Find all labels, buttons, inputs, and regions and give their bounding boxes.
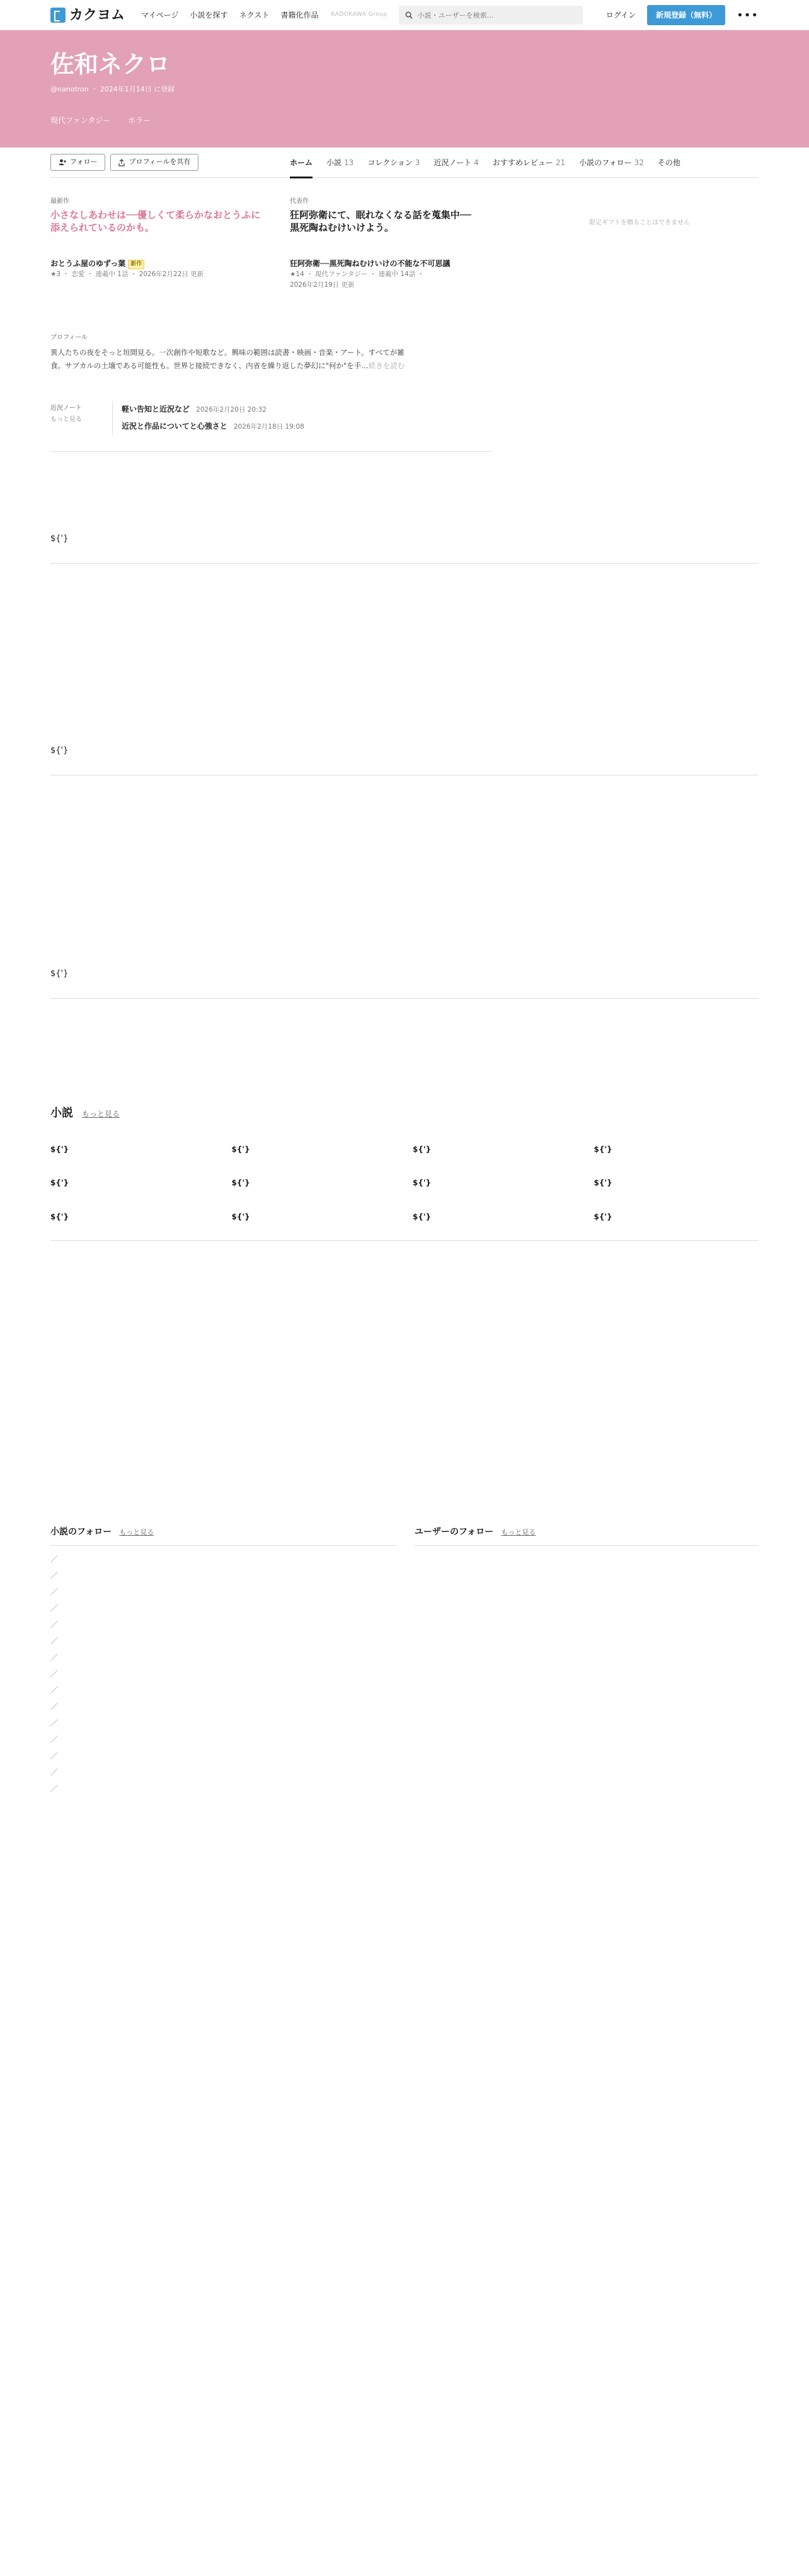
novel-follow-item[interactable]: ／ bbox=[50, 1555, 59, 1564]
latest-subtitle: おとうふ屋のゆずっ葉 bbox=[50, 258, 126, 268]
work-card[interactable]: ${'} bbox=[231, 1178, 250, 1188]
profile-text-line: 食。サブカルの土壌である可能性も。世界と接続できなく、内省を繰り返した夢幻に"何か"を手… bbox=[50, 361, 369, 371]
note-item[interactable] bbox=[122, 418, 304, 435]
novel-follow-item[interactable]: ／ bbox=[50, 1768, 59, 1777]
note-item[interactable] bbox=[122, 401, 304, 418]
work-card[interactable]: ${'} bbox=[413, 1178, 432, 1188]
novel-follow-item[interactable]: ／ bbox=[50, 1719, 59, 1727]
work-card[interactable]: ${'} bbox=[594, 1145, 612, 1154]
novel-follow-item[interactable]: ／ bbox=[50, 1735, 59, 1744]
work-card[interactable]: ${'} bbox=[413, 1212, 432, 1221]
novel-follows bbox=[50, 1526, 397, 1797]
follow-label: フォロー bbox=[70, 158, 98, 166]
profile-tabbar bbox=[50, 148, 759, 178]
share-label: プロフィールを共有 bbox=[129, 158, 191, 166]
work-card[interactable]: ${'} bbox=[50, 1212, 69, 1221]
featured-meta-date: 2026年2月19日 更新 bbox=[290, 281, 355, 289]
tab-count: 3 bbox=[415, 158, 420, 167]
work-card[interactable]: ${'} bbox=[231, 1212, 250, 1221]
profile-caption: プロフィール bbox=[50, 334, 88, 341]
tab-home[interactable] bbox=[290, 148, 313, 178]
logo-icon bbox=[50, 8, 66, 23]
novel-follow-item[interactable]: ／ bbox=[50, 1784, 59, 1793]
novel-follow-item[interactable]: ／ bbox=[50, 1702, 59, 1711]
nav-search-novels[interactable]: 小説を探す bbox=[190, 11, 228, 20]
work-card[interactable]: ${'} bbox=[594, 1178, 612, 1188]
genre-tag[interactable]: ホラー bbox=[128, 116, 151, 125]
tab-label: おすすめレビュー bbox=[492, 158, 553, 167]
novel-follow-list bbox=[50, 1551, 397, 1797]
novel-follows-more[interactable]: もっと見る bbox=[119, 1528, 154, 1536]
profile-text-line: 異人たちの夜をそっと垣間見る。一次創作や短歌など。興味の範囲は読書・映画・音楽・アート。すべてが雑 bbox=[50, 348, 404, 357]
section-card-grid: ${'} bbox=[50, 746, 69, 755]
novel-follow-item[interactable]: ／ bbox=[50, 1571, 59, 1580]
tab-collections[interactable] bbox=[367, 148, 420, 178]
genre-tag[interactable]: 現代ファンタジー bbox=[50, 116, 111, 125]
novel-follow-item[interactable]: ／ bbox=[50, 1653, 59, 1662]
user-genre-tags bbox=[50, 115, 175, 126]
novels-more-link[interactable]: もっと見る bbox=[82, 1110, 120, 1118]
featured-meta: ★14 ・ 現代ファンタジー ・ 連載中 14話 ・ bbox=[290, 270, 425, 278]
tab-label: 近況ノート bbox=[433, 158, 472, 167]
tab-other[interactable] bbox=[658, 148, 680, 178]
follow-button[interactable] bbox=[50, 154, 105, 171]
latest-meta: ★3 ・ 恋愛 ・ 連載中 1話 ・ 2026年2月22日 更新 bbox=[50, 270, 204, 278]
global-nav bbox=[141, 9, 318, 21]
divider bbox=[415, 1545, 759, 1546]
novel-follow-item[interactable]: ／ bbox=[50, 1637, 59, 1645]
featured-subtitle: 狂阿弥衛──黒死陶ねむけいけの不能な不可思議 bbox=[290, 258, 450, 268]
work-card[interactable]: ${'} bbox=[231, 1145, 250, 1154]
work-section bbox=[50, 488, 759, 564]
work-section bbox=[50, 923, 759, 999]
tab-label: その他 bbox=[657, 158, 680, 167]
user-follows-more[interactable]: もっと見る bbox=[501, 1528, 536, 1536]
novels-grid bbox=[50, 1139, 759, 1222]
notes-more-link[interactable]: もっと見る bbox=[50, 416, 82, 423]
follows-section bbox=[50, 1526, 759, 1879]
new-badge: 新作 bbox=[128, 260, 144, 269]
kadokawa-group-label: KADOKAWA Group bbox=[331, 11, 387, 18]
notes-caption: 近況ノート bbox=[50, 405, 82, 412]
signup-button[interactable]: 新規登録（無料） bbox=[647, 5, 725, 25]
nav-mypage[interactable]: マイページ bbox=[141, 11, 179, 20]
note-date: 2026年2月20日 20:32 bbox=[196, 406, 267, 414]
section-accent-bar bbox=[50, 700, 101, 704]
novels-heading: 小説 bbox=[50, 1106, 73, 1120]
divider bbox=[50, 1240, 759, 1241]
section-accent-bar bbox=[50, 488, 101, 492]
work-card[interactable]: ${'} bbox=[594, 1212, 612, 1221]
tab-novels[interactable] bbox=[326, 148, 353, 178]
user-follows bbox=[415, 1526, 759, 1596]
user-plus-icon bbox=[59, 159, 66, 166]
novel-follow-item[interactable]: ／ bbox=[50, 1751, 59, 1760]
login-link[interactable]: ログイン bbox=[605, 11, 636, 20]
novel-follow-item[interactable]: ／ bbox=[50, 1620, 59, 1629]
nav-next[interactable]: ネクスト bbox=[239, 11, 270, 20]
divider bbox=[50, 1545, 397, 1546]
novel-follow-item[interactable]: ／ bbox=[50, 1686, 59, 1695]
profile-section bbox=[50, 333, 759, 373]
gift-notice: 限定ギフトを贈ることはできません bbox=[589, 219, 690, 226]
section-card-grid: ${'} bbox=[50, 969, 69, 978]
note-title: 軽い告知と近況など bbox=[122, 405, 190, 414]
search-input[interactable] bbox=[418, 11, 569, 20]
note-date: 2026年2月18日 19:08 bbox=[233, 423, 304, 431]
profile-banner bbox=[0, 30, 809, 148]
work-section bbox=[50, 700, 759, 775]
novel-follows-heading: 小説のフォロー bbox=[50, 1527, 112, 1537]
tab-label: コレクション bbox=[367, 158, 413, 167]
novel-follow-item[interactable]: ／ bbox=[50, 1669, 59, 1678]
novel-follow-item[interactable]: ／ bbox=[50, 1604, 59, 1613]
latest-caption: 最新作 bbox=[50, 198, 69, 205]
user-follow-grid bbox=[415, 1556, 759, 1596]
tab-novel-follows[interactable] bbox=[579, 148, 644, 178]
tab-count: 4 bbox=[474, 158, 479, 167]
featured-work[interactable] bbox=[290, 197, 479, 290]
work-card[interactable]: ${'} bbox=[50, 1145, 69, 1154]
share-profile-button[interactable] bbox=[110, 154, 198, 171]
more-menu-icon[interactable]: ••• bbox=[737, 8, 759, 22]
logo-text: カクヨム bbox=[69, 7, 125, 23]
work-card[interactable]: ${'} bbox=[413, 1145, 432, 1154]
notes-section bbox=[50, 401, 491, 451]
profile-tabs bbox=[290, 148, 680, 178]
tab-count: 32 bbox=[634, 158, 644, 167]
user-id: @nanotron bbox=[50, 84, 89, 93]
novel-follow-item[interactable]: ／ bbox=[50, 1587, 59, 1596]
nav-published[interactable]: 書籍化作品 bbox=[280, 11, 319, 20]
joined-date: 2024年1月14日 に登録 bbox=[100, 84, 175, 93]
tab-label: ホーム bbox=[290, 158, 313, 167]
top-header bbox=[0, 0, 809, 30]
tab-label: 小説 bbox=[326, 158, 342, 167]
kakuyomu-logo[interactable] bbox=[50, 5, 125, 26]
section-card-grid: ${'} bbox=[50, 534, 69, 543]
search-box[interactable] bbox=[399, 6, 583, 25]
featured-caption: 代表作 bbox=[290, 198, 309, 205]
latest-title[interactable]: 小さなしあわせは──優しくて柔らかなおとうふに添えられているのかも。 bbox=[50, 209, 261, 234]
featured-title[interactable]: 狂阿弥衛にて、眠れなくなる話を蒐集中──黒死陶ねむけいけよう。 bbox=[290, 209, 471, 234]
novels-section bbox=[50, 1105, 759, 1241]
note-title: 近況と作品についてと心強さと bbox=[122, 422, 227, 431]
share-icon bbox=[118, 159, 125, 166]
user-name: 佐和ネクロ bbox=[50, 50, 171, 78]
user-follows-heading: ユーザーのフォロー bbox=[415, 1527, 494, 1537]
profile-read-more[interactable]: 続きを読む bbox=[368, 361, 405, 371]
tab-count: 13 bbox=[344, 158, 354, 167]
latest-work[interactable] bbox=[50, 197, 265, 280]
divider bbox=[50, 451, 491, 452]
search-icon bbox=[405, 11, 413, 19]
tab-notes[interactable] bbox=[433, 148, 478, 178]
tab-label: 小説のフォロー bbox=[579, 158, 632, 167]
work-card[interactable]: ${'} bbox=[50, 1178, 69, 1188]
tab-reviews[interactable] bbox=[493, 148, 565, 178]
tab-count: 21 bbox=[555, 158, 566, 167]
divider bbox=[50, 998, 759, 999]
highlight-works bbox=[50, 197, 759, 304]
section-accent-bar bbox=[50, 923, 101, 927]
user-meta: @nanotron ・ 2024年1月14日 に登録 bbox=[50, 84, 175, 93]
divider bbox=[50, 563, 759, 564]
